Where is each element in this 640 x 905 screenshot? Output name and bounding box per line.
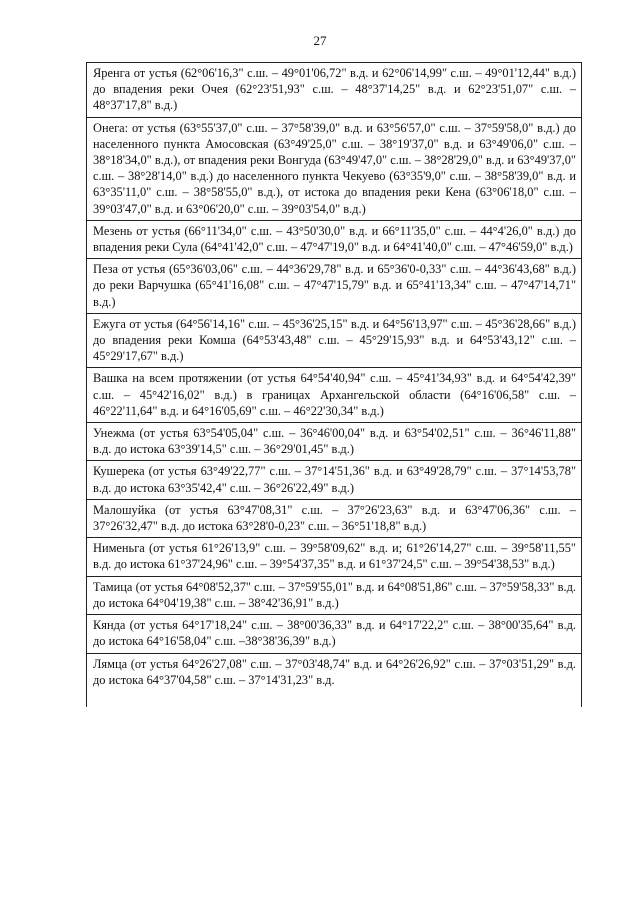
- table-row: [87, 118, 581, 221]
- table-row: [87, 63, 581, 118]
- river-entry-text: Онега: от устья (63°55'37,0" с.ш. – 37°58'39,0" в.д. и 63°56'57,0" с.ш. – 37°59'58,0" в.д.) до населенного пункта Амосовская (63°49'25,0" с.ш. – 38°19'37,0" в.д. и 63°49'06,0" с.ш. – 38°18'34,0" в.д.), от впадения реки Вонгуда (63°49'47,0" с.ш. – 38°28'29,0" в.д. и 63°49'37,0" с.ш. – 38°28'14,0" в.д.) до населенного пункта Чекуево (63°35'9,0" с.ш. – 38°58'39,0" в.д. и 63°35'11,0" с.ш. – 38°58'55,0" в.д.), от истока до впадения реки Кена (63°06'18,0" с.ш. – 39°03'47,0" в.д. и 63°06'20,0" с.ш. – 39°03'54,0" в.д.): [93, 120, 576, 216]
- table-row: [87, 368, 581, 423]
- table-row: [87, 654, 581, 707]
- table-row: [87, 577, 581, 615]
- river-entry-text: Тамица (от устья 64°08'52,37" с.ш. – 37°59'55,01" в.д. и 64°08'51,86" с.ш. – 37°59'58,33" в.д. до истока 64°04'19,38" с.ш. – 38°42'36,91" в.д.): [93, 579, 576, 610]
- page-number: 27: [313, 33, 327, 48]
- table-row: [87, 500, 581, 538]
- table-row: [87, 461, 581, 499]
- river-entry-text: Нименьга (от устья 61°26'13,9" с.ш. – 39°58'09,62" в.д. и; 61°26'14,27" с.ш. – 39°58'11,55" в.д. до истока 61°37'24,96" с.ш. – 39°54'37,35" в.д. и 61°37'24,5" с.ш. – 39°54'38,53" в.д.): [93, 541, 576, 572]
- river-entry-text: Кянда (от устья 64°17'18,24" с.ш. – 38°00'36,33" в.д. и 64°17'22,2" с.ш. – 38°00'35,64" в.д. до истока 64°16'58,04" с.ш. –38°38'36,39" в.д.): [93, 618, 576, 649]
- table-row: [87, 423, 581, 461]
- river-entry-text: Кушерека (от устья 63°49'22,77" с.ш. – 37°14'51,36" в.д. и 63°49'28,79" с.ш. – 37°14'53,78" в.д. до истока 63°35'42,4" с.ш. – 36°26'22,49" в.д.): [93, 464, 576, 495]
- river-entry-text: Мезень от устья (66°11'34,0" с.ш. – 43°50'30,0" в.д. и 66°11'35,0" с.ш. – 44°4'26,0" в.д.) до впадения реки Сула (64°41'42,0" с.ш. – 47°47'19,0" в.д. и 64°41'40,0" с.ш. – 47°46'59,0" в.д.): [93, 223, 576, 255]
- table-row: [87, 259, 581, 314]
- river-entry-text: Яренга от устья (62°06'16,3" с.ш. – 49°01'06,72" в.д. и 62°06'14,99" с.ш. – 49°01'12,44" в.д.) до впадения реки Очея (62°23'51,93" с.ш. – 48°37'14,25" в.д. и 62°23'51,07" с.ш. – 48°37'17,8" в.д.): [93, 66, 576, 113]
- river-entry-text: Ежуга от устья (64°56'14,16" с.ш. – 45°36'25,15" в.д. и 64°56'13,97" с.ш. – 45°36'28,66" в.д.) до впадения реки Комша (64°53'43,48" с.ш. – 45°29'15,93" в.д. и 64°53'43,12" с.ш. – 45°29'17,67" в.д.): [93, 316, 576, 364]
- table-row: [87, 314, 581, 369]
- table-row: [87, 221, 581, 259]
- river-entry-text: Пеза от устья (65°36'03,06" с.ш. – 44°36'29,78" в.д. и 65°36'0-0,33" с.ш. – 44°36'43,68" в.д.) до реки Варчушка (65°41'16,08" с.ш. – 47°47'15,79" в.д. и 65°41'13,34" с.ш. – 47°47'14,71" в.д.): [93, 262, 576, 309]
- rivers-table: [86, 62, 582, 707]
- river-entry-text: Унежма (от устья 63°54'05,04" с.ш. – 36°46'00,04" в.д. и 63°54'02,51" с.ш. – 36°46'11,88" в.д. до истока 63°39'14,5" с.ш. – 36°29'01,45" в.д.): [93, 426, 576, 457]
- river-entry-text: Лямца (от устья 64°26'27,08" с.ш. – 37°03'48,74" в.д. и 64°26'26,92" с.ш. – 37°03'51,29" в.д. до истока 64°37'04,58" с.ш. – 37°14'31,23" в.д.: [93, 656, 576, 687]
- river-entry-text: Вашка на всем протяжении (от устья 64°54'40,94" с.ш. – 45°41'34,93" в.д. и 64°54'42,39" с.ш. – 45°42'16,02" в.д.) в границах Архангельской области (64°16'06,58" с.ш. – 46°22'11,64" в.д. и 64°16'05,69" с.ш. – 46°22'30,34" в.д.): [93, 371, 576, 418]
- table-row: [87, 615, 581, 653]
- table-row: [87, 538, 581, 576]
- river-entry-text: Малошуйка (от устья 63°47'08,31" с.ш. – 37°26'23,63" в.д. и 63°47'06,36" с.ш. – 37°26'32,47" в.д. до истока 63°28'0-0,23" с.ш. – 36°51'18,8" в.д.): [93, 502, 576, 534]
